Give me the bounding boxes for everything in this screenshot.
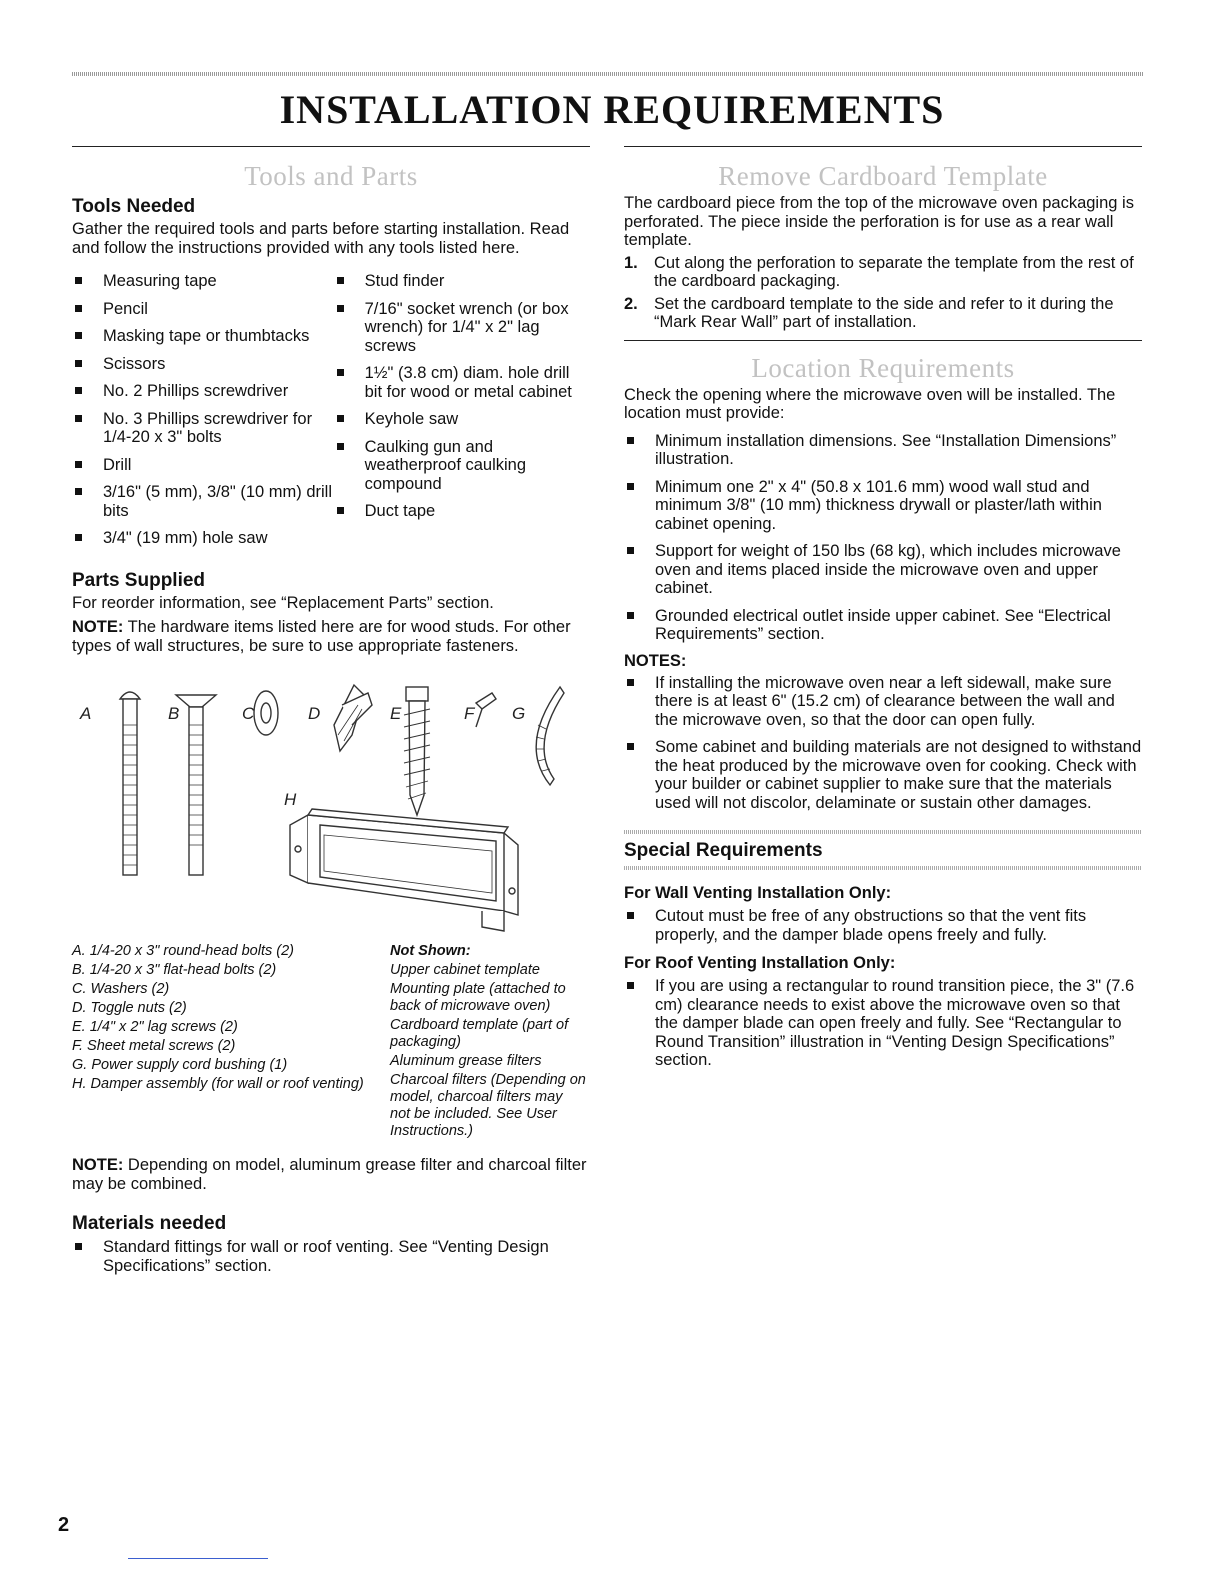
roof-venting-item: If you are using a rectangular to round transition piece, the 3" (7.6 cm) clearance needs to exist above the microwave oven so that the damper blade can open freely and fully. See “Rectangular to Round Transition” illustration in “Venting Design Specifications” section. xyxy=(624,977,1142,1070)
step-text: Cut along the perforation to separate the template from the rest of the cardboard packaging. xyxy=(654,253,1134,290)
location-list xyxy=(624,432,1142,644)
toggle-nut xyxy=(334,685,372,751)
tool-item: Masking tape or thumbtacks xyxy=(72,327,334,346)
legend-item: D. Toggle nuts (2) xyxy=(72,1000,187,1016)
tools-list xyxy=(72,263,590,548)
tool-item: No. 3 Phillips screwdriver for 1/4-20 x 3" bolts xyxy=(72,410,334,447)
tool-item: Scissors xyxy=(72,355,334,374)
tool-item: 3/16" (5 mm), 3/8" (10 mm) drill bits xyxy=(72,483,334,520)
label-h: H xyxy=(284,790,297,809)
step-text: Set the cardboard template to the side and refer to it during the “Mark Rear Wall” part of installation. xyxy=(654,294,1114,331)
tool-item: Caulking gun and weatherproof caulking compound xyxy=(334,438,590,494)
hardware-illustration xyxy=(72,665,590,935)
flat-head-bolt xyxy=(176,695,216,875)
tool-item: Measuring tape xyxy=(72,272,334,291)
not-shown-item: Mounting plate (attached to back of microwave oven) xyxy=(390,981,566,1014)
tool-item: Duct tape xyxy=(334,502,590,521)
page-number: 2 xyxy=(58,1514,70,1536)
wall-venting-heading: For Wall Venting Installation Only: xyxy=(624,884,892,902)
not-shown-item: Aluminum grease filters xyxy=(390,1053,542,1069)
legend-item: G. Power supply cord bushing (1) xyxy=(72,1057,288,1073)
sheet-metal-screw xyxy=(476,693,496,727)
materials-list xyxy=(72,1238,590,1275)
washer xyxy=(254,691,278,735)
filter-note: NOTE: Depending on model, aluminum grease filter and charcoal filter may be combined. xyxy=(72,1156,587,1193)
cardboard-step xyxy=(624,254,1142,291)
tools-parts-title: Tools and Parts xyxy=(244,161,418,191)
cord-bushing xyxy=(536,687,564,785)
note-item: Some cabinet and building materials are not designed to withstand the heat produced by the microwave oven for cooking. Check with your builder or cabinet supplier to make sure that the materials used will not discolor, delaminate or sustain other damages. xyxy=(624,738,1142,812)
not-shown-item: Upper cabinet template xyxy=(390,962,540,978)
dotted-rule xyxy=(624,866,1142,870)
roof-venting-list xyxy=(624,977,1142,1070)
legend-item: H. Damper assembly (for wall or roof venting) xyxy=(72,1076,364,1092)
label-f: F xyxy=(464,704,475,723)
label-a: A xyxy=(80,704,92,723)
legend-item: A. 1/4-20 x 3" round-head bolts (2) xyxy=(72,943,294,959)
section-rule xyxy=(624,146,1142,147)
round-head-bolt xyxy=(120,692,140,875)
tool-item: Pencil xyxy=(72,300,334,319)
tool-item: No. 2 Phillips screwdriver xyxy=(72,382,334,401)
section-rule xyxy=(624,340,1142,341)
tools-intro: Gather the required tools and parts before starting installation. Read and follow the instructions provided with any tools listed here. xyxy=(72,220,570,257)
not-shown-list xyxy=(390,943,586,1142)
legend-item: F. Sheet metal screws (2) xyxy=(72,1038,236,1054)
parts-intro: For reorder information, see “Replacement Parts” section. xyxy=(72,593,494,612)
parts-supplied-heading: Parts Supplied xyxy=(72,569,206,591)
not-shown-heading: Not Shown: xyxy=(390,943,471,959)
notes-list xyxy=(624,674,1142,813)
right-column xyxy=(624,146,1142,1070)
tool-item: Keyhole saw xyxy=(334,410,590,429)
label-b: B xyxy=(168,704,180,723)
location-item: Grounded electrical outlet inside upper cabinet. See “Electrical Requirements” section. xyxy=(624,607,1142,644)
legend-items xyxy=(72,943,390,1142)
legend-item: C. Washers (2) xyxy=(72,981,170,997)
location-requirements-title: Location Requirements xyxy=(751,352,1015,383)
damper-assembly xyxy=(290,809,518,931)
location-intro: Check the opening where the microwave oven will be installed. The location must provide: xyxy=(624,385,1116,422)
label-e: E xyxy=(390,704,402,723)
label-g: G xyxy=(512,704,526,723)
cardboard-intro: The cardboard piece from the top of the microwave oven packaging is perforated. The piece inside the perforation is for use as a rear wall template. xyxy=(624,194,1134,249)
remove-cardboard-title: Remove Cardboard Template xyxy=(718,161,1048,191)
location-item: Minimum installation dimensions. See “Installation Dimensions” illustration. xyxy=(624,432,1142,469)
notes-label: NOTES: xyxy=(624,651,687,670)
location-item: Support for weight of 150 lbs (68 kg), which includes microwave oven and items placed inside the microwave oven and upper cabinet. xyxy=(624,542,1142,598)
wall-venting-list xyxy=(624,907,1142,944)
cardboard-step xyxy=(624,295,1142,332)
page-title: INSTALLATION REQUIREMENTS xyxy=(279,87,945,132)
dotted-rule xyxy=(624,830,1142,834)
tools-list-col1 xyxy=(72,272,334,548)
tool-item: 3/4" (19 mm) hole saw xyxy=(72,529,334,548)
materials-heading: Materials needed xyxy=(72,1213,227,1234)
step-number: 1. xyxy=(624,253,638,272)
wall-venting-item: Cutout must be free of any obstructions so that the vent fits properly, and the damper blade opens freely and fully. xyxy=(624,907,1142,944)
not-shown-item: Charcoal filters (Depending on model, charcoal filters may not be included. See User Instructions.) xyxy=(390,1072,586,1139)
cardboard-steps xyxy=(624,254,1142,332)
not-shown-item: Cardboard template (part of packaging) xyxy=(390,1017,569,1050)
tools-list-col2 xyxy=(334,272,590,521)
left-column xyxy=(72,146,590,1275)
step-number: 2. xyxy=(624,294,638,313)
top-dotted-rule xyxy=(72,72,1144,76)
lag-screw xyxy=(404,687,430,815)
special-requirements-heading: Special Requirements xyxy=(624,840,823,861)
tool-item: Stud finder xyxy=(334,272,590,291)
legend-item: E. 1/4" x 2" lag screws (2) xyxy=(72,1019,238,1035)
tool-item: 1½" (3.8 cm) diam. hole drill bit for wood or metal cabinet xyxy=(334,364,590,401)
tools-needed-heading: Tools Needed xyxy=(72,196,196,217)
note-item: If installing the microwave oven near a left sidewall, make sure there is at least 6" (15.2 cm) of clearance between the wall and the microwave oven, so that the door can open fully. xyxy=(624,674,1142,730)
legend-item: B. 1/4-20 x 3" flat-head bolts (2) xyxy=(72,962,277,978)
footer-line xyxy=(128,1558,268,1559)
material-item: Standard fittings for wall or roof venting. See “Venting Design Specifications” section. xyxy=(72,1238,590,1275)
roof-venting-heading: For Roof Venting Installation Only: xyxy=(624,954,896,972)
label-d: D xyxy=(308,704,321,723)
label-c: C xyxy=(242,704,255,723)
parts-note: NOTE: The hardware items listed here are for wood studs. For other types of wall structures, be sure to use appropriate fasteners. xyxy=(72,618,571,655)
location-item: Minimum one 2" x 4" (50.8 x 101.6 mm) wood wall stud and minimum 3/8" (10 mm) thickness drywall or plaster/lath within cabinet opening. xyxy=(624,478,1142,534)
tool-item: Drill xyxy=(72,456,334,475)
parts-legend xyxy=(72,943,590,1142)
section-rule xyxy=(72,146,590,147)
tool-item: 7/16" socket wrench (or box wrench) for 1/4" x 2" lag screws xyxy=(334,300,590,356)
